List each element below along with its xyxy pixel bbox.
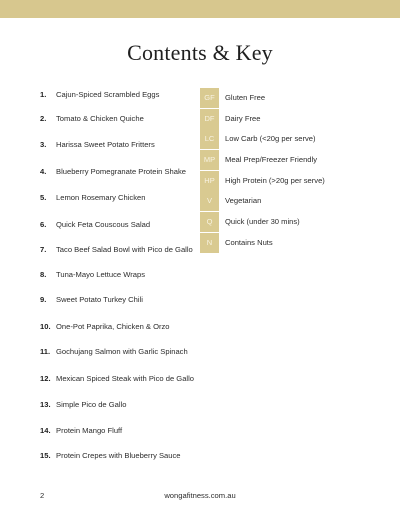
contents-item-number: 8.	[40, 270, 47, 279]
contents-item[interactable]	[40, 270, 200, 280]
contents-item-title: Taco Beef Salad Bowl with Pico de Gallo	[56, 245, 193, 254]
contents-item-title: Cajun-Spiced Scrambled Eggs	[56, 90, 160, 99]
contents-item[interactable]	[40, 451, 200, 461]
contents-item[interactable]	[40, 90, 200, 100]
contents-item-number: 7.	[40, 245, 47, 254]
contents-item-number: 6.	[40, 220, 47, 229]
page-title: Contents & Key	[127, 40, 273, 65]
contents-item-number: 13.	[40, 400, 51, 409]
contents-item[interactable]	[40, 114, 200, 124]
contents-item[interactable]	[40, 322, 200, 332]
key-label: Dairy Free	[225, 114, 261, 123]
contents-item-title: Mexican Spiced Steak with Pico de Gallo	[56, 374, 195, 383]
contents-item-title: Protein Mango Fluff	[56, 426, 123, 435]
contents-item-number: 4.	[40, 167, 47, 176]
key-item-vegetarian	[200, 191, 360, 211]
key-badge: MP	[200, 150, 219, 170]
key-label: Contains Nuts	[225, 238, 273, 247]
contents-item-number: 5.	[40, 193, 47, 202]
contents-item[interactable]	[40, 295, 200, 305]
key-label: Meal Prep/Freezer Friendly	[225, 155, 318, 164]
key-label: Quick (under 30 mins)	[225, 217, 300, 226]
contents-item-title: Tuna-Mayo Lettuce Wraps	[56, 270, 146, 279]
contents-item[interactable]	[40, 245, 200, 255]
contents-item-number: 14.	[40, 426, 51, 435]
key-item-contains-nuts	[200, 233, 360, 253]
key-badge: GF	[200, 88, 219, 108]
contents-item[interactable]	[40, 193, 200, 203]
key-item-gluten-free	[200, 88, 360, 108]
contents-item-number: 12.	[40, 374, 51, 383]
key-item-low-carb	[200, 129, 360, 149]
key-item-high-protein	[200, 171, 360, 191]
contents-item-title: Quick Feta Couscous Salad	[56, 220, 151, 229]
contents-item-number: 3.	[40, 140, 47, 149]
key-label: Low Carb (<20g per serve)	[225, 134, 316, 143]
contents-item[interactable]	[40, 374, 200, 384]
contents-item-number: 11.	[40, 347, 51, 356]
contents-item-title: Gochujang Salmon with Garlic Spinach	[56, 347, 188, 356]
contents-item-title: Tomato & Chicken Quiche	[56, 114, 144, 123]
key-label: Vegetarian	[225, 196, 262, 205]
key-badge: V	[200, 191, 219, 211]
contents-item-number: 1.	[40, 90, 47, 99]
key-item-dairy-free	[200, 109, 360, 129]
contents-item[interactable]	[40, 220, 200, 230]
contents-item-number: 2.	[40, 114, 47, 123]
contents-item-title: Lemon Rosemary Chicken	[56, 193, 146, 202]
footer-website[interactable]: wongafitness.com.au	[164, 491, 236, 500]
contents-item-title: Harissa Sweet Potato Fritters	[56, 140, 155, 149]
key-label: High Protein (>20g per serve)	[225, 176, 325, 185]
header-accent-bar	[0, 0, 400, 18]
contents-item-title: Sweet Potato Turkey Chili	[56, 295, 143, 304]
contents-item[interactable]	[40, 347, 200, 357]
contents-item-title: Protein Crepes with Blueberry Sauce	[56, 451, 181, 460]
contents-item[interactable]	[40, 167, 200, 177]
contents-item[interactable]	[40, 426, 200, 436]
contents-item-number: 15.	[40, 451, 51, 460]
contents-item-number: 9.	[40, 295, 47, 304]
key-item-meal-prep	[200, 150, 360, 170]
key-badge: DF	[200, 109, 219, 129]
contents-item-title: Blueberry Pomegranate Protein Shake	[56, 167, 187, 176]
contents-item-title: One-Pot Paprika, Chicken & Orzo	[56, 322, 170, 331]
contents-item-number: 10.	[40, 322, 51, 331]
page-number: 2	[40, 491, 45, 500]
key-badge: Q	[200, 212, 219, 232]
contents-item[interactable]	[40, 140, 200, 150]
key-item-quick	[200, 212, 360, 232]
key-badge: LC	[200, 129, 219, 149]
contents-item[interactable]	[40, 400, 200, 410]
key-label: Gluten Free	[225, 93, 266, 102]
contents-item-title: Simple Pico de Gallo	[56, 400, 127, 409]
key-badge: HP	[200, 171, 219, 191]
key-badge: N	[200, 233, 219, 253]
